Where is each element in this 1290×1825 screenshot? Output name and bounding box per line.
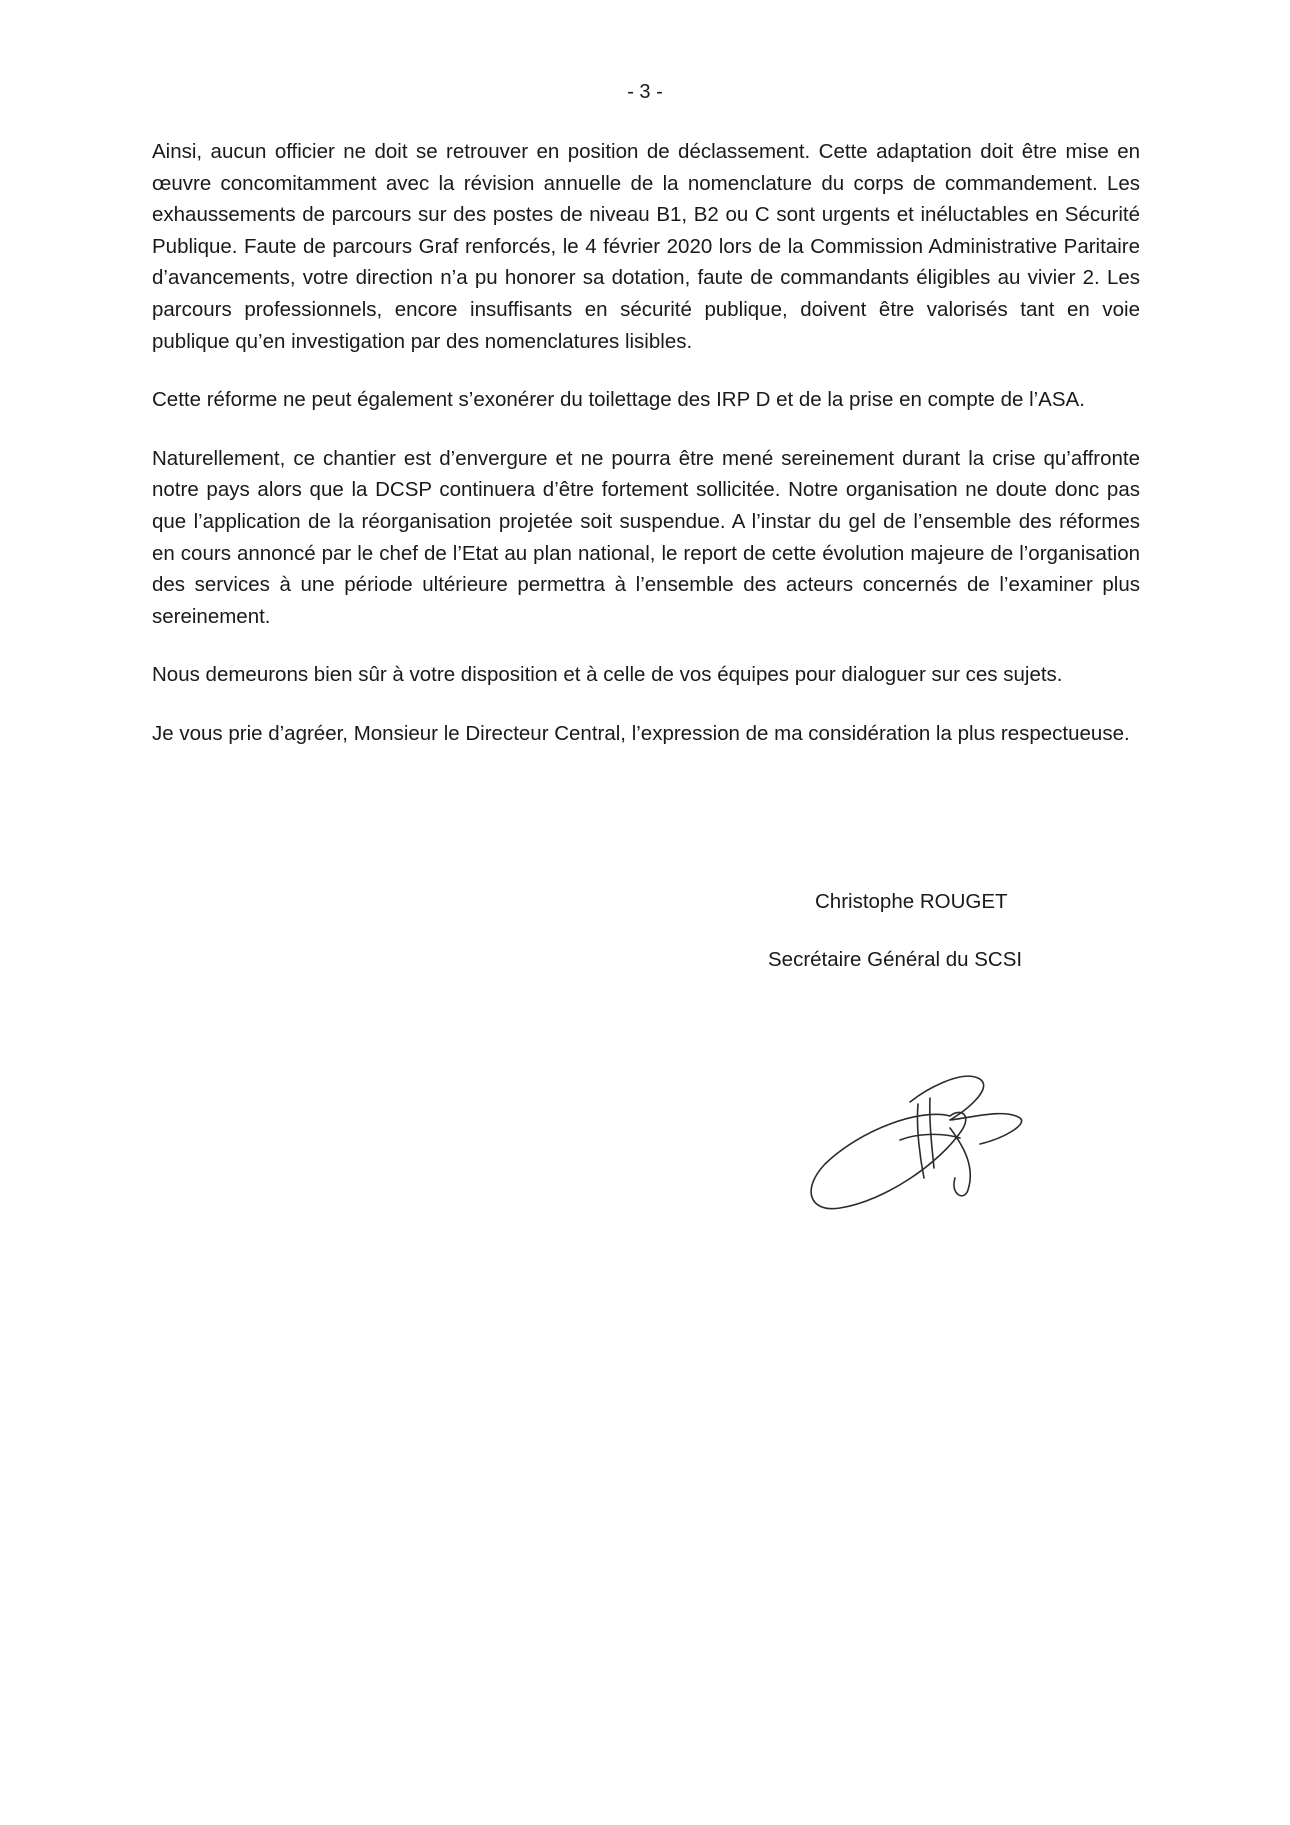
page-number: - 3 - [627,81,663,103]
paragraph-disposition: Nous demeurons bien sûr à votre disposition et à celle de vos équipes pour dialoguer sur ces sujets. [152,663,1063,687]
paragraph-declassement: Ainsi, aucun officier ne doit se retrouver en position de déclassement. Cette adaptation doit être mise en œuvre concomitamment avec la révision annuelle de la nomenclature du corps de commandement. Les exhaussements de parcours sur des postes de niveau B1, B2 ou C sont urgents et inéluctables en Sécurité Publique. Faute de parcours Graf renforcés, le 4 février 2020 lors de la Commission Administrative Paritaire d’avancements, votre direction n’a pu honorer sa dotation, faute de commandants éligibles au vivier 2. Les parcours professionnels, encore insuffisants en sécurité publique, doivent être valorisés tant en voie publique qu’en investigation par des nomenclatures lisibles. [152,140,1140,353]
letter-body [152,136,1140,777]
signatory-title: Secrétaire Général du SCSI [768,948,1023,971]
paragraph-reforme-irp: Cette réforme ne peut également s’exonérer du toilettage des IRP D et de la prise en compte de l’ASA. [152,388,1085,412]
paragraph-formule-politesse: Je vous prie d’agréer, Monsieur le Directeur Central, l’expression de ma considération la plus respectueuse. [152,721,1130,745]
signatory-name: Christophe ROUGET [815,890,1008,913]
handwritten-signature [800,1068,1040,1218]
paragraph-crise-report: Naturellement, ce chantier est d’envergure et ne pourra être mené sereinement durant la crise qu’affronte notre pays alors que la DCSP continuera d’être fortement sollicitée. Notre organisation ne doute donc pas que l’application de la réorganisation projetée soit suspendue. A l’instar du gel de l’ensemble des réformes en cours annoncé par le chef de l’Etat au plan national, le report de cette évolution majeure de l’organisation des services à une période ultérieure permettra à l’ensemble des acteurs concernés de l’examiner plus sereinement. [152,446,1140,628]
